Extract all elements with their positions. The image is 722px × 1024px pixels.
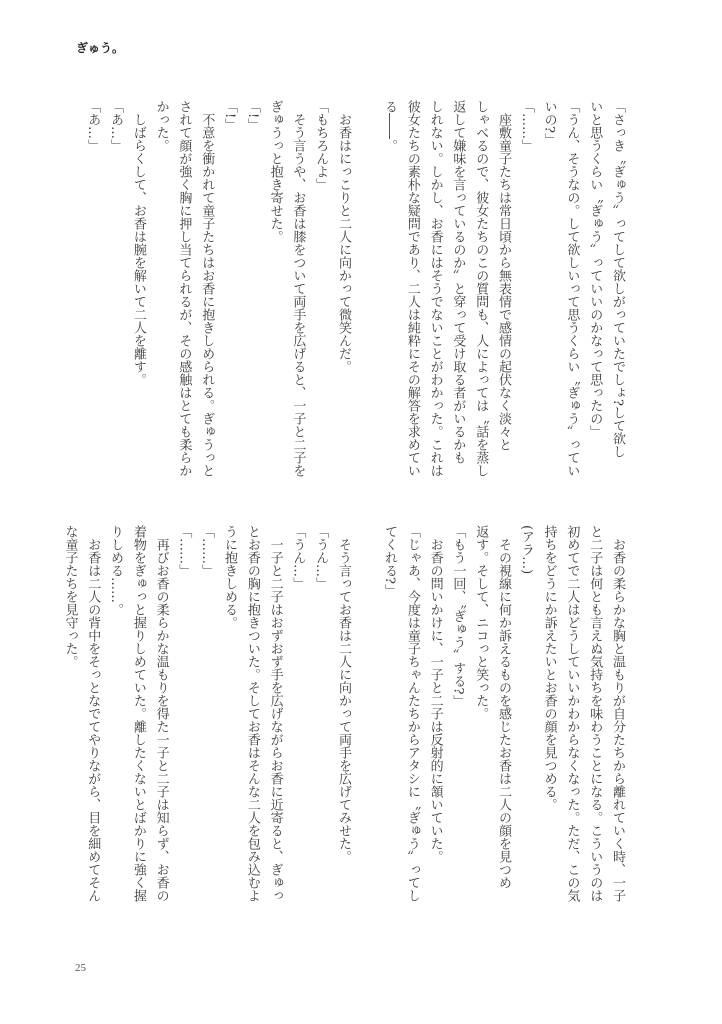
text-line: 持ちをどうにか訴えたいとお香の顔を見つめる。 xyxy=(541,525,557,811)
text-line: りしめる……。 xyxy=(108,525,124,616)
text-line: 「うん、そうなの。して欲しいって思うくらい〝ぎゅう〟ってい xyxy=(564,100,580,477)
page-number: 25 xyxy=(75,962,86,974)
text-block-bottom-left xyxy=(58,525,354,917)
text-line: 「あ…」 xyxy=(108,100,124,152)
text-line: 「じゃあ、今度は童子ちゃんたちからアタシに〝ぎゅう〟ってし xyxy=(404,525,420,902)
text-line: 彼女たちの素朴な疑問であり、二人は純粋にその解答を求めてい xyxy=(404,100,420,477)
text-line: いの?」 xyxy=(541,100,557,146)
text-line: いと思うくらい〝ぎゅう〟っていいのかなって思ったの」 xyxy=(587,100,603,438)
text-line: 「もう一回、〝ぎゅう〟する?」 xyxy=(450,525,466,708)
text-line: 「……」 xyxy=(176,525,192,577)
text-line: てくれる?」 xyxy=(382,525,398,597)
text-block-top-left xyxy=(80,100,354,492)
text-line: ぎゅうっと抱き寄せた。 xyxy=(267,100,283,243)
text-line: と二子は何とも言えぬ気持ちを味わうことになる。こういうのは xyxy=(587,525,603,902)
text-line: 「うん…」 xyxy=(313,525,329,590)
text-line: しゃべるので、彼女たちのこの質問も、人によっては〝話を蒸し xyxy=(473,100,489,477)
text-line: な童子たちを見守った。 xyxy=(62,525,78,668)
text-line: (アラ…) xyxy=(518,525,534,575)
text-block-top-right xyxy=(377,100,628,492)
text-line: 「さっき〝ぎゅう〟ってして欲しがっていたでしょ?して欲し xyxy=(610,100,625,458)
text-line: 「あ…」 xyxy=(85,100,101,152)
text-line: 不意を衝かれて童子たちはお香に抱きしめられる。ぎゅうっと xyxy=(199,100,215,477)
text-block-bottom-right xyxy=(377,525,628,917)
text-line: 「!」 xyxy=(244,100,260,132)
text-line: されて顔が強く胸に押し当てられるが、その感触はとても柔らか xyxy=(176,100,192,477)
text-line: かった。 xyxy=(153,100,169,152)
text-line: そう言うや、お香は膝をついて両手を広げると、一子と二子を xyxy=(290,100,306,477)
text-line: 返す。そして、ニコっと笑った。 xyxy=(473,525,489,720)
text-line: その視線に何か訴えるものを感じたお香は二人の顔を見つめ xyxy=(496,525,512,889)
text-line: お香の柔らかな胸と温もりが自分たちから離れていく時、一子 xyxy=(610,525,625,902)
text-line: とお香の胸に抱きついた。そしてお香はそんな二人を包み込むよ xyxy=(244,525,260,902)
text-line: 「もちろんよ」 xyxy=(313,100,329,191)
text-line: うに抱きしめる。 xyxy=(222,525,238,629)
text-line: 座敷童子たちは常日頃から無表情で感情の起伏なく淡々と xyxy=(496,100,512,451)
text-line: 着物をぎゅっと握りしめていた。離したくないとばかりに強く握 xyxy=(130,525,146,902)
text-line: しばらくして、お香は腕を解いて二人を離す。 xyxy=(130,100,146,386)
text-line: お香はにっこりと二人に向かって微笑んだ。 xyxy=(336,100,351,373)
text-line: 初めてで二人はどうしていいかわからなくなった。ただ、この気 xyxy=(564,525,580,902)
text-line: 返して嫌味を言っているのか〟と穿って受け取る者がいるかも xyxy=(450,100,466,464)
text-line: 「……」 xyxy=(199,525,215,577)
text-line: お香は二人の背中をそっとなでてやりながら、目を細めてそん xyxy=(85,525,101,902)
text-line: 「うん…」 xyxy=(290,525,306,590)
running-title: ぎゅう。 xyxy=(76,41,125,55)
text-line: 「!」 xyxy=(222,100,238,132)
text-line: 「……」 xyxy=(518,100,534,152)
text-line: る――。 xyxy=(382,100,398,152)
text-line: そう言ってお香は二人に向かって両手を広げてみせた。 xyxy=(336,525,351,863)
text-line: しれない。しかし、お香にはそうでないことがわかった。これは xyxy=(427,100,443,477)
text-line: 一子と二子はおずおず手を広げながらお香に近寄ると、ぎゅっ xyxy=(267,525,283,902)
text-line: お香の問いかけに、一子と二子は反射的に頷いていた。 xyxy=(427,525,443,863)
text-line: 再びお香の柔らかな温もりを得た一子と二子は知らず、お香の xyxy=(153,525,169,902)
